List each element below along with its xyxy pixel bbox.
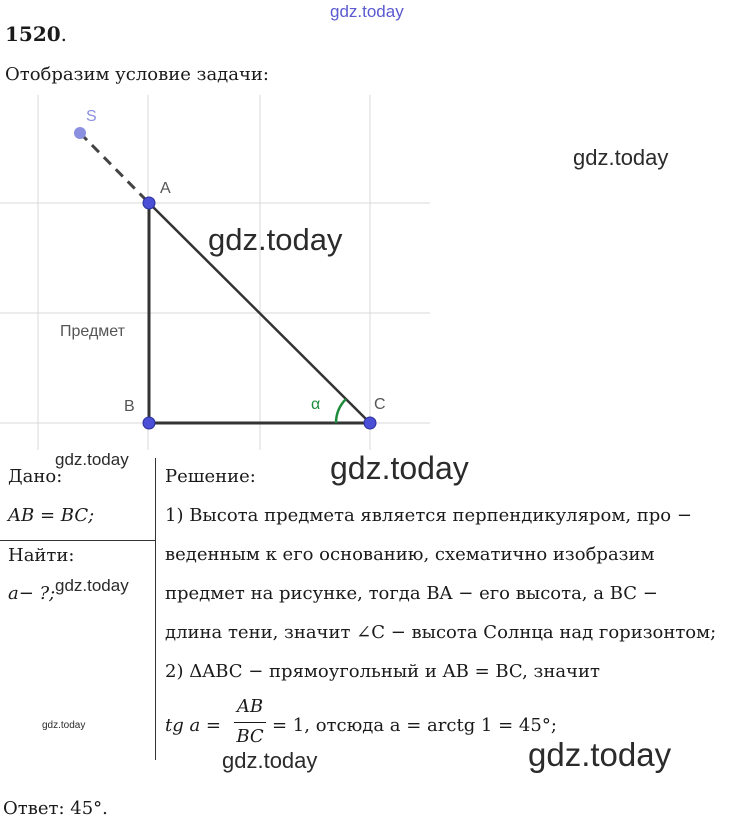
solution-line-2: веденным к его основанию, схематично изобразим — [165, 544, 655, 565]
watermark-bottom-right: gdz.today — [528, 736, 672, 773]
problem-number: 1520. — [5, 22, 68, 46]
label-alpha: α — [311, 396, 321, 413]
point-S — [74, 127, 86, 139]
watermark-top: gdz.today — [330, 2, 404, 21]
formula-numerator: AB — [236, 696, 264, 717]
label-B: B — [124, 398, 135, 415]
point-C — [364, 417, 376, 429]
given-condition: AB = BC; — [8, 505, 95, 526]
grid — [0, 95, 430, 450]
label-A: A — [160, 180, 171, 197]
point-A — [143, 197, 155, 209]
problem-intro: Отобразим условие задачи: — [5, 64, 269, 85]
divider-vertical — [155, 458, 156, 760]
divider-horizontal — [0, 540, 155, 541]
solution-title: Решение: — [165, 466, 256, 487]
solution-line-5: 2) ΔABC − прямоугольный и AB = BC, значит — [165, 661, 600, 682]
point-B — [143, 417, 155, 429]
watermark-small: gdz.today — [42, 720, 86, 731]
given-title: Дано: — [8, 466, 63, 487]
solution-line-1: 1) Высота предмета является перпендикуляром, про − — [165, 505, 692, 526]
formula-denominator: BC — [236, 726, 264, 747]
watermark-left: gdz.today — [55, 450, 129, 469]
watermark-right: gdz.today — [573, 145, 669, 170]
sun-ray-dashed — [80, 133, 149, 203]
label-C: C — [374, 396, 386, 413]
find-title: Найти: — [8, 545, 75, 566]
formula-suffix: = 1, отсюда a = arctg 1 = 45°; — [272, 715, 557, 736]
watermark-solution: gdz.today — [330, 450, 469, 486]
triangle-figure — [0, 95, 440, 450]
watermark-find: gdz.today — [55, 576, 129, 595]
fraction-bar — [234, 722, 266, 723]
label-S: S — [86, 108, 97, 125]
watermark-figure: gdz.today — [208, 222, 343, 257]
angle-arc — [336, 399, 346, 423]
label-object: Предмет — [60, 323, 125, 340]
formula-prefix: tg a = — [165, 715, 222, 736]
solution-line-3: предмет на рисунке, тогда BA − его высота, а BC − — [165, 583, 658, 604]
answer: Ответ: 45°. — [3, 798, 108, 819]
watermark-bottom: gdz.today — [222, 748, 318, 773]
solution-line-4: длина тени, значит ∠C − высота Солнца над горизонтом; — [165, 622, 717, 643]
find-value: a− ?; — [8, 583, 56, 604]
